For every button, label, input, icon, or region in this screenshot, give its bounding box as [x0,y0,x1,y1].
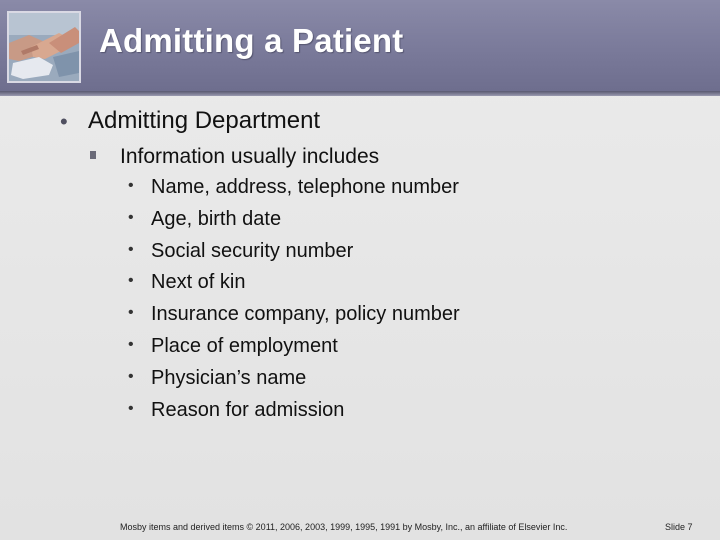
round-bullet-icon: • [128,177,134,194]
list-item [128,367,608,399]
copyright-footer: Mosby items and derived items © 2011, 2006, 2003, 1999, 1995, 1991 by Mosby, Inc., an affiliate of Elsevier Inc. [120,522,568,532]
list-item [128,240,608,272]
information-list [128,176,608,430]
round-bullet-icon: • [128,399,134,417]
round-bullet-icon: • [128,335,134,353]
list-item-text: Age, birth date [151,207,282,230]
round-bullet-icon: • [128,272,134,290]
round-bullet-icon: • [128,240,134,258]
list-item [128,176,608,208]
sub-bullet-text: Information usually includes [120,145,380,168]
header-divider [0,91,720,96]
hands-photo-icon [7,11,81,83]
list-item-text: Next of kin [151,271,246,294]
slide-title: Admitting a Patient [99,22,404,59]
list-item [128,208,608,240]
slide-number: Slide 7 [665,522,693,532]
list-item [128,303,608,335]
round-bullet-icon: • [128,367,134,385]
list-item [128,399,608,431]
round-bullet-icon: • [128,208,134,226]
list-item-text: Physician’s name [151,366,307,389]
round-bullet-icon: • [128,304,134,322]
list-item-text: Social security number [151,239,354,262]
list-item-text: Insurance company, policy number [151,303,460,326]
round-bullet-icon: • [60,109,68,134]
list-item [128,271,608,303]
bullet-text: Admitting Department [88,107,321,134]
list-item-text: Name, address, telephone number [151,176,459,198]
square-bullet-icon [90,151,96,159]
title-bar [0,0,720,91]
list-item-text: Place of employment [151,334,338,357]
list-item [128,335,608,367]
list-item-text: Reason for admission [151,398,345,421]
